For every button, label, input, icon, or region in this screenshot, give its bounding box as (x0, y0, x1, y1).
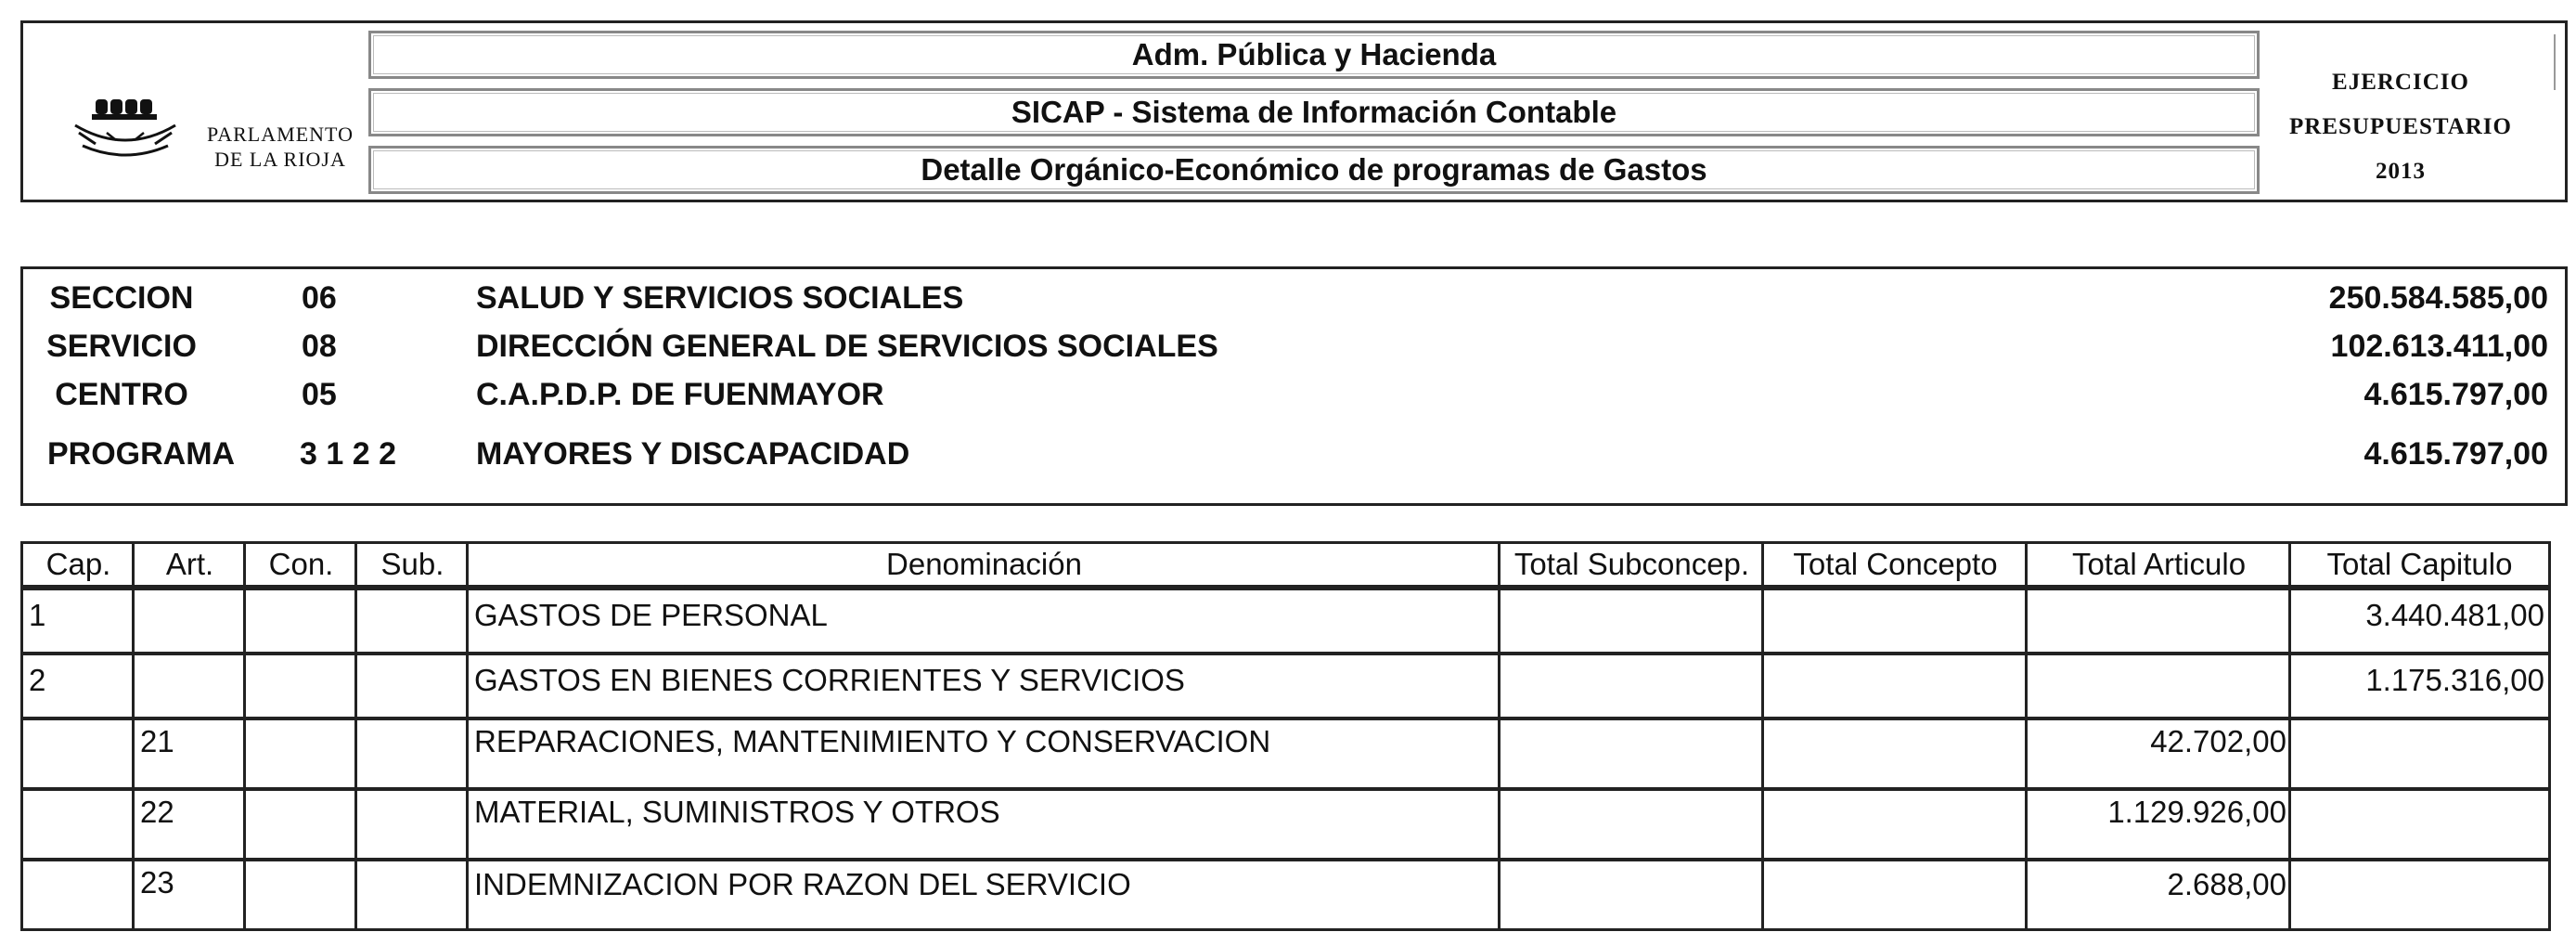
cell-denominacion (466, 588, 1500, 654)
cell-cap (20, 859, 134, 931)
parlamento-logo (51, 88, 367, 181)
cell-text: INDEMNIZACION POR RAZON DEL SERVICIO (474, 867, 1131, 901)
info-row-centro (23, 377, 2565, 418)
cell-total-capitulo (2288, 718, 2551, 790)
logo-text (201, 122, 359, 172)
cell-total-concepto (1761, 718, 2027, 790)
cell-sub (354, 859, 468, 931)
cell-total-articulo (2025, 653, 2290, 719)
cell-art (132, 859, 245, 931)
info-code: 05 (302, 377, 337, 412)
ejercicio-year: 2013 (2376, 159, 2426, 184)
col-header-sub: Sub. (354, 541, 468, 588)
cell-con (243, 653, 356, 719)
table-row (20, 653, 2568, 719)
cell-total-concepto (1761, 788, 2027, 861)
logo-line-2: DE LA RIOJA (214, 148, 346, 171)
cell-text: GASTOS DE PERSONAL (474, 598, 828, 632)
cell-con (243, 588, 356, 654)
info-amount: 4.615.797,00 (2363, 377, 2548, 412)
cell-total-subconcep (1498, 588, 1763, 654)
info-description: MAYORES Y DISCAPACIDAD (476, 436, 910, 472)
ejercicio-line-1: EJERCICIO (2332, 70, 2469, 95)
cell-total-articulo (2025, 718, 2290, 790)
cell-con (243, 788, 356, 861)
cell-total-subconcep (1498, 859, 1763, 931)
cell-text: REPARACIONES, MANTENIMIENTO Y CONSERVACION (474, 724, 1271, 758)
cell-denominacion (466, 859, 1500, 931)
col-header-total-articulo: Total Articulo (2025, 541, 2290, 588)
cell-cap (20, 788, 134, 861)
table-row (20, 718, 2568, 790)
col-header-total-subconcep: Total Subconcep. (1498, 541, 1763, 588)
info-description: DIRECCIÓN GENERAL DE SERVICIOS SOCIALES (476, 329, 1218, 364)
program-info (20, 266, 2568, 506)
info-row-programa (23, 436, 2565, 477)
info-row-seccion (23, 280, 2565, 321)
info-label: SECCION (49, 280, 194, 316)
divider (2554, 34, 2556, 90)
cell-denominacion (466, 718, 1500, 790)
cell-denominacion (466, 653, 1500, 719)
cell-art (132, 788, 245, 861)
cell-total-subconcep (1498, 718, 1763, 790)
cell-total-capitulo (2288, 859, 2551, 931)
cell-total-concepto (1761, 653, 2027, 719)
info-amount: 4.615.797,00 (2363, 436, 2548, 472)
cell-sub (354, 788, 468, 861)
col-header-cap: Cap. (20, 541, 134, 588)
info-row-servicio (23, 329, 2565, 369)
table-header-row (20, 541, 2568, 588)
cell-text: 21 (140, 724, 174, 758)
cell-con (243, 859, 356, 931)
table-row (20, 859, 2568, 931)
cell-total-capitulo (2288, 653, 2551, 719)
ejercicio-line-2: PRESUPUESTARIO (2289, 114, 2512, 139)
logo-line-1: PARLAMENTO (207, 123, 354, 146)
cell-text: 2.688,00 (2167, 867, 2286, 901)
cell-text: 3.440.481,00 (2365, 598, 2544, 632)
col-header-art: Art. (132, 541, 245, 588)
cell-art (132, 653, 245, 719)
ejercicio-presupuestario (2248, 34, 2554, 194)
cell-sub (354, 588, 468, 654)
header-title-2: SICAP - Sistema de Información Contable (368, 88, 2260, 136)
cell-text: 22 (140, 795, 174, 829)
cell-total-capitulo (2288, 788, 2551, 861)
cell-cap (20, 718, 134, 790)
cell-text: 1.175.316,00 (2365, 663, 2544, 697)
cell-total-capitulo (2288, 588, 2551, 654)
header-title-3: Detalle Orgánico-Económico de programas de Gastos (368, 146, 2260, 194)
col-header-total-capitulo: Total Capitulo (2288, 541, 2551, 588)
col-header-total-concepto: Total Concepto (1761, 541, 2027, 588)
header-title-1: Adm. Pública y Hacienda (368, 31, 2260, 79)
report-header (20, 20, 2568, 202)
cell-total-articulo (2025, 788, 2290, 861)
col-header-denominacion: Denominación (466, 541, 1500, 588)
info-description: SALUD Y SERVICIOS SOCIALES (476, 280, 964, 316)
cell-total-articulo (2025, 859, 2290, 931)
cell-text: 2 (29, 663, 46, 697)
cell-total-concepto (1761, 859, 2027, 931)
cell-cap (20, 653, 134, 719)
info-description: C.A.P.D.P. DE FUENMAYOR (476, 377, 884, 412)
cell-cap (20, 588, 134, 654)
cell-total-subconcep (1498, 788, 1763, 861)
cell-text: 1 (29, 598, 46, 632)
col-header-con: Con. (243, 541, 356, 588)
info-code: 06 (302, 280, 337, 316)
cell-total-subconcep (1498, 653, 1763, 719)
info-amount: 250.584.585,00 (2328, 280, 2548, 316)
parlamento-emblem-icon (70, 99, 181, 164)
info-code: 3 1 2 2 (300, 436, 396, 472)
info-label: CENTRO (55, 377, 188, 412)
cell-art (132, 718, 245, 790)
cell-text: 23 (140, 865, 174, 900)
cell-text: GASTOS EN BIENES CORRIENTES Y SERVICIOS (474, 663, 1185, 697)
table-row (20, 788, 2568, 861)
cell-total-concepto (1761, 588, 2027, 654)
info-code: 08 (302, 329, 337, 364)
cell-text: 42.702,00 (2150, 724, 2286, 758)
info-amount: 102.613.411,00 (2330, 329, 2548, 364)
cell-denominacion (466, 788, 1500, 861)
cell-text: 1.129.926,00 (2107, 795, 2286, 829)
cell-art (132, 588, 245, 654)
cell-total-articulo (2025, 588, 2290, 654)
cell-con (243, 718, 356, 790)
cell-text: MATERIAL, SUMINISTROS Y OTROS (474, 795, 1000, 829)
cell-sub (354, 718, 468, 790)
table-row (20, 588, 2568, 654)
info-label: PROGRAMA (47, 436, 236, 472)
cell-sub (354, 653, 468, 719)
info-label: SERVICIO (46, 329, 197, 364)
